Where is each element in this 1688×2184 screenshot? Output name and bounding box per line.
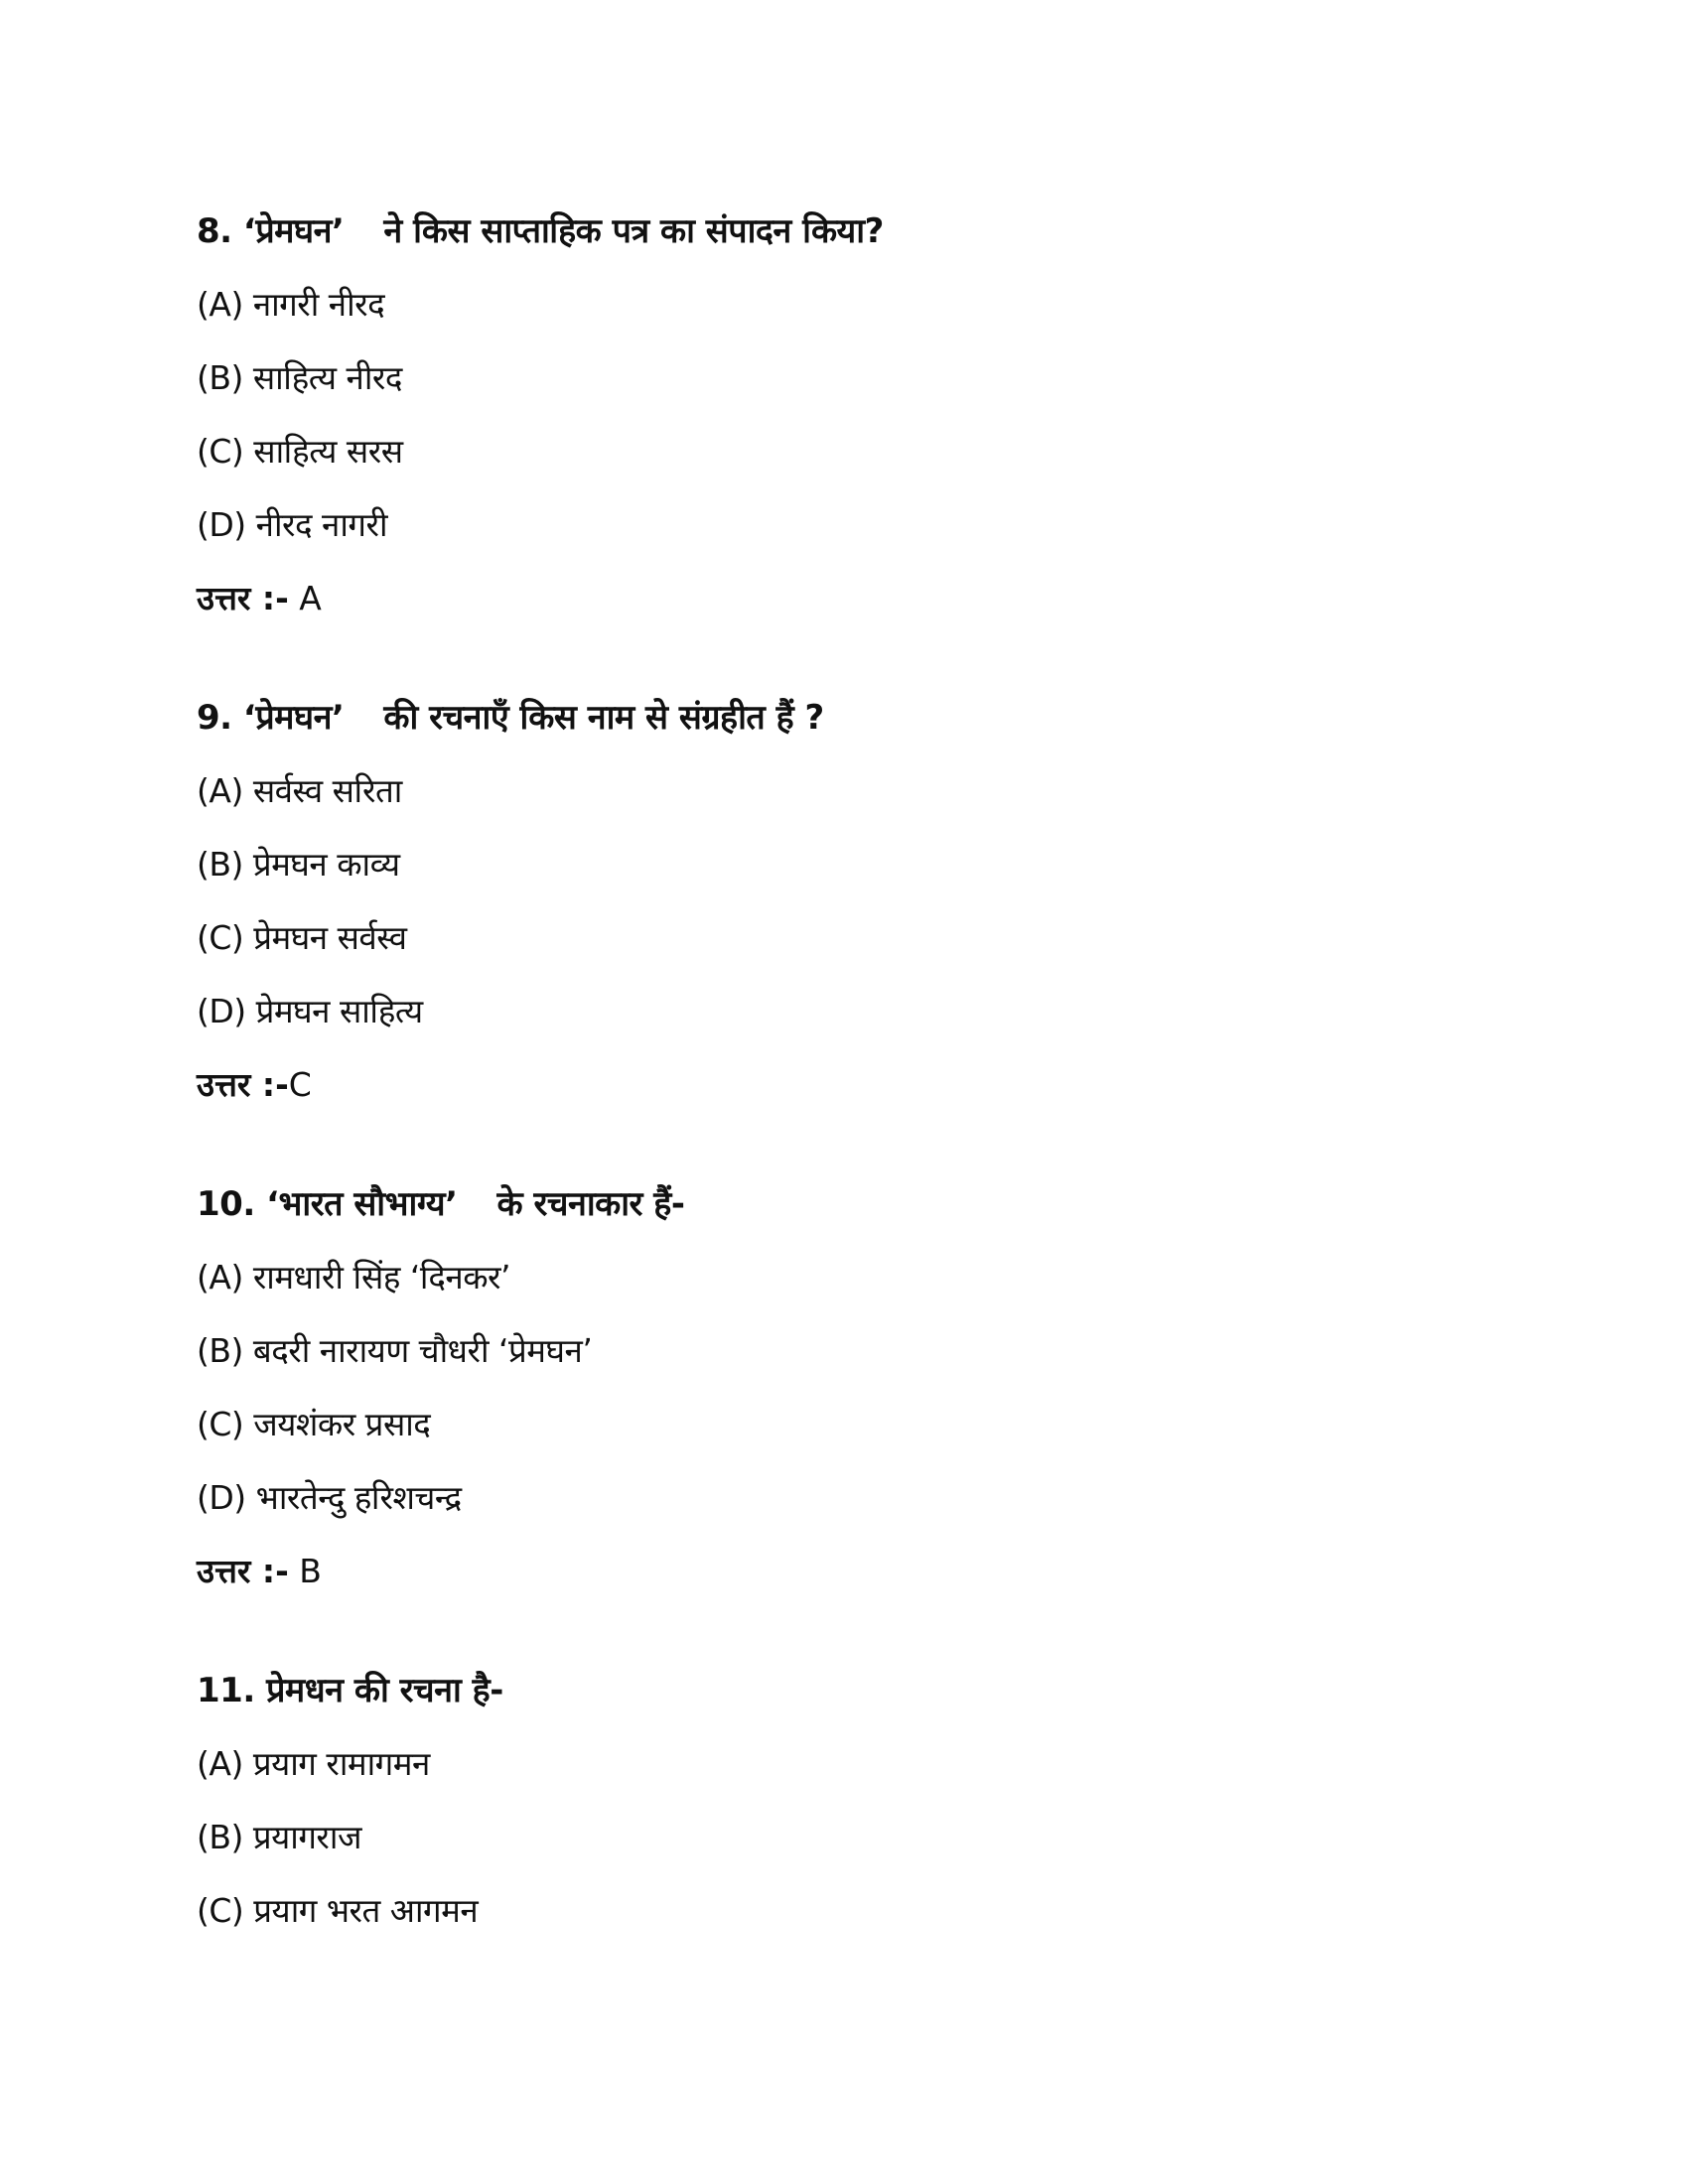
question-number: 9. — [197, 698, 232, 738]
answer-label: उत्तर :- — [197, 1065, 289, 1104]
question-number: 10. — [197, 1184, 255, 1224]
question-text: प्रेमधन की रचना है- — [266, 1671, 503, 1710]
question-number: 11. — [197, 1671, 255, 1710]
question-text: की रचनाएँ किस नाम से संग्रहीत हैं ? — [383, 698, 824, 738]
option-a: (A) रामधारी सिंह ‘दिनकर’ — [197, 1258, 511, 1297]
answer-line — [197, 1048, 1487, 1122]
option-b: (B) प्रयागराज — [197, 1818, 361, 1856]
question-9-title — [197, 681, 1487, 754]
question-block-11 — [197, 1654, 1487, 1948]
option-c: (C) जयशंकर प्रसाद — [197, 1405, 431, 1443]
answer-label: उत्तर :- — [197, 579, 289, 617]
question-10-title — [197, 1167, 1487, 1241]
question-11-title — [197, 1654, 1487, 1727]
option-d: (D) नीरद नागरी — [197, 505, 388, 544]
question-block-8 — [197, 195, 1487, 635]
option-c: (C) प्रेमघन सर्वस्व — [197, 918, 407, 957]
option-c: (C) साहित्य सरस — [197, 432, 403, 471]
question-number: 8. — [197, 211, 232, 251]
option-d: (D) भारतेन्दु हरिशचन्द्र — [197, 1478, 462, 1517]
option-a: (A) प्रयाग रामागमन — [197, 1744, 430, 1783]
option-b: (B) बदरी नारायण चौधरी ‘प्रेमघन’ — [197, 1331, 593, 1370]
answer-value: B — [288, 1552, 322, 1590]
question-8-title — [197, 195, 1487, 268]
answer-value: A — [288, 579, 322, 617]
question-quoted-term: ‘भारत सौभाग्य’ — [266, 1184, 458, 1224]
question-text: ने किस साप्ताहिक पत्र का संपादन किया? — [383, 211, 884, 251]
question-block-10 — [197, 1167, 1487, 1608]
option-d: (D) प्रेमघन साहित्य — [197, 992, 423, 1030]
answer-value: C — [288, 1065, 312, 1104]
question-quoted-term: ‘प्रेमघन’ — [242, 211, 345, 251]
option-a: (A) नागरी नीरद — [197, 285, 385, 324]
option-c: (C) प्रयाग भरत आगमन — [197, 1891, 479, 1930]
answer-label: उत्तर :- — [197, 1552, 289, 1590]
answer-line — [197, 562, 1487, 635]
question-block-9 — [197, 681, 1487, 1122]
answer-line — [197, 1535, 1487, 1608]
option-b: (B) प्रेमघन काव्य — [197, 845, 400, 884]
option-a: (A) सर्वस्व सरिता — [197, 771, 402, 810]
option-b: (B) साहित्य नीरद — [197, 358, 402, 397]
question-quoted-term: ‘प्रेमघन’ — [242, 698, 345, 738]
question-text: के रचनाकार हैं- — [496, 1184, 685, 1224]
